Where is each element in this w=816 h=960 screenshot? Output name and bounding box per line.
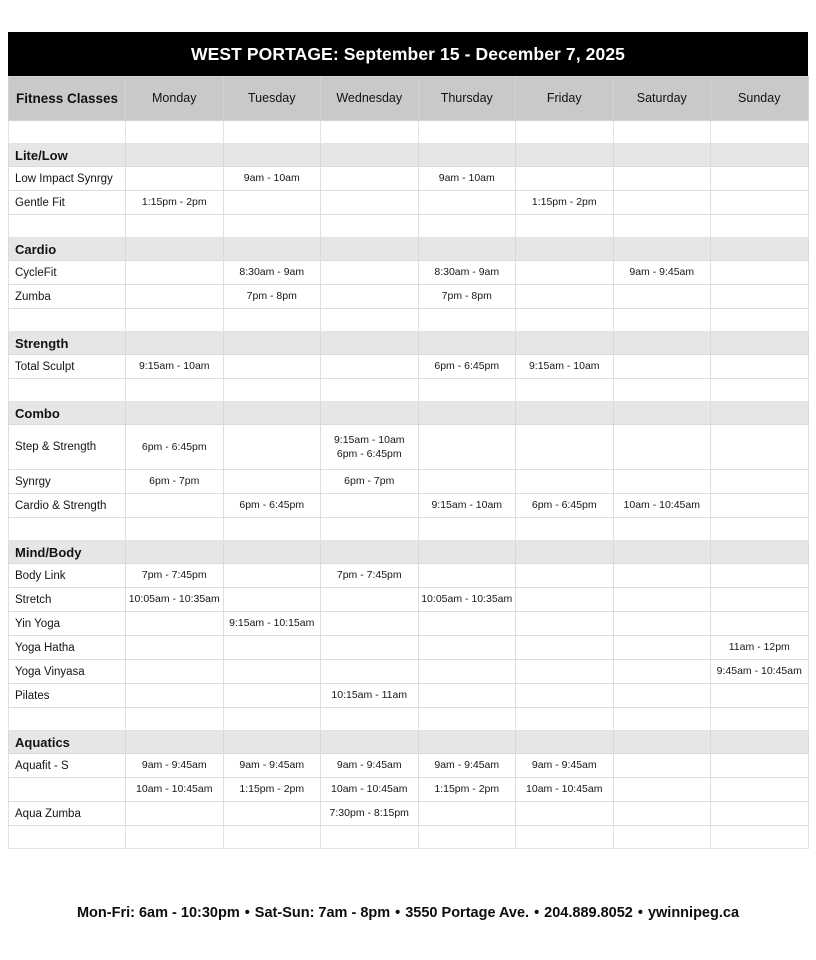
schedule-sheet <box>8 32 808 849</box>
class-time-cell <box>613 425 711 470</box>
class-time-cell <box>321 660 419 684</box>
class-time-cell <box>223 425 321 470</box>
class-time-cell <box>516 588 614 612</box>
class-time-cell <box>126 802 224 826</box>
spacer-cell <box>9 826 126 849</box>
column-header-tuesday: Tuesday <box>223 77 321 121</box>
class-time-cell <box>711 470 809 494</box>
class-name-cell: CycleFit <box>9 261 126 285</box>
class-time-cell: 1:15pm - 2pm <box>223 778 321 802</box>
class-time-cell <box>418 564 516 588</box>
section-title: Mind/Body <box>9 541 126 564</box>
class-time-cell <box>613 355 711 379</box>
spacer-cell <box>126 309 224 332</box>
footer-separator: • <box>244 905 250 921</box>
section-filler-cell <box>711 541 809 564</box>
section-filler-cell <box>418 541 516 564</box>
class-time-cell <box>126 261 224 285</box>
table-row <box>9 684 809 708</box>
class-time-cell <box>613 470 711 494</box>
class-time-cell <box>223 588 321 612</box>
spacer-cell <box>418 379 516 402</box>
section-title: Cardio <box>9 238 126 261</box>
spacer-cell <box>613 121 711 144</box>
spacer-row <box>9 215 809 238</box>
schedule-title-banner <box>8 32 808 76</box>
section-filler-cell <box>126 402 224 425</box>
class-time-cell <box>223 636 321 660</box>
class-name-cell: Yoga Hatha <box>9 636 126 660</box>
footer-item: ywinnipeg.ca <box>647 905 740 921</box>
page-title: WEST PORTAGE: September 15 - December 7, 2025 <box>190 43 626 64</box>
table-row <box>9 470 809 494</box>
footer-item: Mon-Fri: 6am - 10:30pm <box>76 905 240 921</box>
class-time-cell: 9am - 9:45am <box>418 754 516 778</box>
spacer-cell <box>418 826 516 849</box>
spacer-cell <box>223 309 321 332</box>
class-time-cell <box>418 191 516 215</box>
class-name-cell: Step & Strength <box>9 425 126 470</box>
class-time-cell <box>711 754 809 778</box>
class-time-cell: 10am - 10:45am <box>516 778 614 802</box>
section-filler-cell <box>516 238 614 261</box>
class-time-cell: 1:15pm - 2pm <box>126 191 224 215</box>
class-time-cell <box>223 802 321 826</box>
class-time-cell <box>516 636 614 660</box>
class-name-cell: Body Link <box>9 564 126 588</box>
section-filler-cell <box>516 402 614 425</box>
class-name-cell: Stretch <box>9 588 126 612</box>
class-time-cell <box>613 778 711 802</box>
class-time-cell <box>613 564 711 588</box>
class-time-cell <box>711 588 809 612</box>
class-name-cell: Yin Yoga <box>9 612 126 636</box>
spacer-cell <box>711 518 809 541</box>
class-time-cell: 6pm - 7pm <box>321 470 419 494</box>
class-time-cell <box>711 167 809 191</box>
section-filler-cell <box>418 402 516 425</box>
class-time-cell <box>516 612 614 636</box>
class-time-cell <box>418 470 516 494</box>
class-time-cell <box>321 636 419 660</box>
class-time-cell <box>613 802 711 826</box>
table-row <box>9 191 809 215</box>
spacer-cell <box>418 215 516 238</box>
section-filler-cell <box>711 144 809 167</box>
class-name-cell: Zumba <box>9 285 126 309</box>
spacer-cell <box>711 826 809 849</box>
section-header-row <box>9 144 809 167</box>
class-time-cell: 7pm - 7:45pm <box>126 564 224 588</box>
class-schedule-table <box>8 76 809 849</box>
spacer-cell <box>711 309 809 332</box>
class-name-cell: Gentle Fit <box>9 191 126 215</box>
section-filler-cell <box>516 731 614 754</box>
column-header-friday: Friday <box>516 77 614 121</box>
spacer-cell <box>223 518 321 541</box>
section-filler-cell <box>418 731 516 754</box>
spacer-row <box>9 518 809 541</box>
class-time-cell <box>613 636 711 660</box>
table-row <box>9 636 809 660</box>
section-filler-cell <box>126 731 224 754</box>
spacer-cell <box>9 518 126 541</box>
class-name-cell: Cardio & Strength <box>9 494 126 518</box>
table-row <box>9 778 809 802</box>
spacer-cell <box>9 379 126 402</box>
spacer-cell <box>126 518 224 541</box>
class-time-cell <box>711 494 809 518</box>
class-time-cell <box>516 167 614 191</box>
section-filler-cell <box>613 731 711 754</box>
section-filler-cell <box>613 402 711 425</box>
class-time-cell <box>613 754 711 778</box>
class-time-cell <box>126 167 224 191</box>
footer-item: 204.889.8052 <box>544 905 633 921</box>
footer-separator: • <box>395 905 401 921</box>
class-time-cell: 8:30am - 9am <box>418 261 516 285</box>
spacer-cell <box>516 518 614 541</box>
class-name-cell: Pilates <box>9 684 126 708</box>
spacer-cell <box>321 826 419 849</box>
class-time-cell <box>711 355 809 379</box>
spacer-cell <box>418 518 516 541</box>
section-filler-cell <box>321 144 419 167</box>
class-time-cell <box>516 802 614 826</box>
table-body <box>9 121 809 849</box>
section-filler-cell <box>223 731 321 754</box>
footer-text <box>77 905 739 921</box>
class-time-cell: 9am - 9:45am <box>613 261 711 285</box>
class-time-cell: 7:30pm - 8:15pm <box>321 802 419 826</box>
class-time-cell <box>223 660 321 684</box>
spacer-cell <box>711 215 809 238</box>
spacer-cell <box>126 215 224 238</box>
class-time-cell <box>321 588 419 612</box>
class-time-cell: 9am - 10am <box>418 167 516 191</box>
column-header-thursday: Thursday <box>418 77 516 121</box>
class-time-cell: 11am - 12pm <box>711 636 809 660</box>
class-time-cell <box>711 564 809 588</box>
class-time-cell <box>126 285 224 309</box>
class-time-cell: 9am - 9:45am <box>223 754 321 778</box>
table-row <box>9 802 809 826</box>
class-time-cell <box>516 425 614 470</box>
spacer-cell <box>321 309 419 332</box>
section-title: Aquatics <box>9 731 126 754</box>
section-filler-cell <box>516 332 614 355</box>
class-time-cell <box>613 684 711 708</box>
section-title: Combo <box>9 402 126 425</box>
class-time-cell <box>711 285 809 309</box>
section-filler-cell <box>516 541 614 564</box>
spacer-cell <box>418 309 516 332</box>
spacer-cell <box>711 379 809 402</box>
class-time-cell <box>321 261 419 285</box>
class-time-cell: 10am - 10:45am <box>126 778 224 802</box>
class-time-cell <box>516 470 614 494</box>
spacer-cell <box>126 826 224 849</box>
class-time-cell: 9am - 10am <box>223 167 321 191</box>
class-time-cell <box>613 167 711 191</box>
section-header-row <box>9 731 809 754</box>
section-filler-cell <box>223 144 321 167</box>
class-time-cell <box>418 636 516 660</box>
section-filler-cell <box>613 238 711 261</box>
class-time-cell <box>321 355 419 379</box>
section-title: Lite/Low <box>9 144 126 167</box>
spacer-cell <box>126 708 224 731</box>
section-filler-cell <box>321 332 419 355</box>
class-time-cell: 8:30am - 9am <box>223 261 321 285</box>
class-time-cell <box>613 660 711 684</box>
class-time-cell <box>516 285 614 309</box>
class-time-cell <box>711 425 809 470</box>
spacer-cell <box>613 379 711 402</box>
spacer-cell <box>418 708 516 731</box>
spacer-cell <box>613 708 711 731</box>
section-filler-cell <box>418 238 516 261</box>
spacer-cell <box>516 826 614 849</box>
section-header-row <box>9 332 809 355</box>
class-time-cell <box>418 660 516 684</box>
class-time-cell: 7pm - 8pm <box>418 285 516 309</box>
spacer-cell <box>516 379 614 402</box>
spacer-cell <box>516 215 614 238</box>
footer-info-bar <box>0 905 816 921</box>
spacer-cell <box>418 121 516 144</box>
table-row <box>9 660 809 684</box>
class-time-cell <box>418 425 516 470</box>
section-filler-cell <box>516 144 614 167</box>
spacer-cell <box>321 379 419 402</box>
table-row <box>9 285 809 309</box>
section-filler-cell <box>223 402 321 425</box>
footer-separator: • <box>534 905 540 921</box>
footer-separator: • <box>637 905 643 921</box>
class-time-cell: 6pm - 6:45pm <box>418 355 516 379</box>
class-time-cell <box>516 684 614 708</box>
class-name-cell: Yoga Vinyasa <box>9 660 126 684</box>
class-time-cell <box>418 802 516 826</box>
class-time-cell: 9am - 9:45am <box>321 754 419 778</box>
section-filler-cell <box>126 332 224 355</box>
class-time-cell <box>418 612 516 636</box>
section-filler-cell <box>711 332 809 355</box>
spacer-cell <box>613 309 711 332</box>
section-filler-cell <box>126 144 224 167</box>
table-row <box>9 355 809 379</box>
class-time-cell: 9:15am - 10am <box>516 355 614 379</box>
spacer-cell <box>321 518 419 541</box>
spacer-cell <box>223 708 321 731</box>
section-filler-cell <box>126 541 224 564</box>
table-row <box>9 494 809 518</box>
spacer-cell <box>223 215 321 238</box>
footer-item: Sat-Sun: 7am - 8pm <box>254 905 391 921</box>
spacer-cell <box>9 121 126 144</box>
class-time-cell: 10:15am - 11am <box>321 684 419 708</box>
class-time-cell <box>321 494 419 518</box>
class-time-cell <box>321 285 419 309</box>
spacer-cell <box>613 215 711 238</box>
class-time-cell: 9:15am - 10:15am <box>223 612 321 636</box>
class-time-cell: 1:15pm - 2pm <box>418 778 516 802</box>
section-filler-cell <box>418 144 516 167</box>
class-time-cell: 10:05am - 10:35am <box>418 588 516 612</box>
section-header-row <box>9 541 809 564</box>
class-time-cell <box>613 285 711 309</box>
section-filler-cell <box>711 402 809 425</box>
table-row <box>9 261 809 285</box>
section-filler-cell <box>711 238 809 261</box>
spacer-row <box>9 708 809 731</box>
column-header-saturday: Saturday <box>613 77 711 121</box>
section-filler-cell <box>126 238 224 261</box>
class-time-cell <box>711 778 809 802</box>
spacer-cell <box>9 215 126 238</box>
class-name-cell <box>9 778 126 802</box>
class-time-cell <box>516 261 614 285</box>
spacer-cell <box>321 215 419 238</box>
class-time-cell: 7pm - 7:45pm <box>321 564 419 588</box>
class-name-cell: Aqua Zumba <box>9 802 126 826</box>
class-time-cell: 6pm - 6:45pm <box>516 494 614 518</box>
class-time-cell: 9am - 9:45am <box>516 754 614 778</box>
spacer-cell <box>321 708 419 731</box>
spacer-cell <box>223 826 321 849</box>
class-time-cell <box>321 167 419 191</box>
spacer-cell <box>9 708 126 731</box>
section-title: Strength <box>9 332 126 355</box>
spacer-cell <box>711 708 809 731</box>
spacer-cell <box>223 121 321 144</box>
spacer-cell <box>516 309 614 332</box>
class-time-cell: 9:45am - 10:45am <box>711 660 809 684</box>
class-time-cell <box>321 191 419 215</box>
class-time-cell <box>613 588 711 612</box>
spacer-cell <box>126 379 224 402</box>
section-filler-cell <box>613 144 711 167</box>
table-row <box>9 425 809 470</box>
spacer-cell <box>223 379 321 402</box>
class-time-cell: 9:15am - 10am <box>418 494 516 518</box>
class-time-cell: 1:15pm - 2pm <box>516 191 614 215</box>
spacer-cell <box>9 309 126 332</box>
class-time-cell <box>126 612 224 636</box>
class-time-cell: 10am - 10:45am <box>321 778 419 802</box>
class-time-cell <box>516 564 614 588</box>
section-filler-cell <box>223 238 321 261</box>
class-time-cell: 7pm - 8pm <box>223 285 321 309</box>
class-time-cell <box>711 191 809 215</box>
table-row <box>9 588 809 612</box>
class-time-cell <box>711 684 809 708</box>
class-name-cell: Aquafit - S <box>9 754 126 778</box>
class-time-cell <box>711 261 809 285</box>
class-time-cell: 6pm - 7pm <box>126 470 224 494</box>
class-time-cell <box>613 612 711 636</box>
column-header-sunday: Sunday <box>711 77 809 121</box>
column-header-fitness-classes: Fitness Classes <box>9 77 126 121</box>
section-filler-cell <box>321 541 419 564</box>
class-time-cell <box>223 355 321 379</box>
table-row <box>9 564 809 588</box>
section-filler-cell <box>223 332 321 355</box>
spacer-cell <box>613 518 711 541</box>
table-row <box>9 167 809 191</box>
section-filler-cell <box>321 402 419 425</box>
class-time-cell <box>516 660 614 684</box>
class-name-cell: Low Impact Synrgy <box>9 167 126 191</box>
class-time-cell: 10:05am - 10:35am <box>126 588 224 612</box>
spacer-row <box>9 826 809 849</box>
spacer-row <box>9 309 809 332</box>
section-filler-cell <box>223 541 321 564</box>
section-filler-cell <box>321 731 419 754</box>
class-time-cell <box>223 191 321 215</box>
class-time-cell <box>223 684 321 708</box>
section-header-row <box>9 402 809 425</box>
class-time-cell <box>126 494 224 518</box>
footer-item: 3550 Portage Ave. <box>405 905 530 921</box>
class-time-cell <box>126 660 224 684</box>
class-time-cell <box>321 612 419 636</box>
class-time-cell: 6pm - 6:45pm <box>126 425 224 470</box>
class-time-cell: 6pm - 6:45pm <box>223 494 321 518</box>
section-filler-cell <box>613 332 711 355</box>
table-header <box>9 77 809 121</box>
spacer-row <box>9 379 809 402</box>
class-time-cell <box>126 684 224 708</box>
spacer-cell <box>613 826 711 849</box>
table-row <box>9 754 809 778</box>
class-time-cell <box>613 191 711 215</box>
class-time-cell: 10am - 10:45am <box>613 494 711 518</box>
class-time-cell <box>711 612 809 636</box>
spacer-cell <box>711 121 809 144</box>
section-header-row <box>9 238 809 261</box>
section-filler-cell <box>613 541 711 564</box>
class-name-cell: Synrgy <box>9 470 126 494</box>
class-time-cell <box>126 636 224 660</box>
section-filler-cell <box>418 332 516 355</box>
spacer-cell <box>516 121 614 144</box>
section-filler-cell <box>321 238 419 261</box>
header-row <box>9 77 809 121</box>
class-time-cell: 9:15am - 10am <box>126 355 224 379</box>
spacer-cell <box>321 121 419 144</box>
class-time-cell <box>418 684 516 708</box>
class-time-cell: 9am - 9:45am <box>126 754 224 778</box>
class-time-cell: 9:15am - 10am 6pm - 6:45pm <box>321 425 419 470</box>
class-time-cell <box>711 802 809 826</box>
class-time-cell <box>223 564 321 588</box>
spacer-cell <box>516 708 614 731</box>
spacer-row <box>9 121 809 144</box>
table-row <box>9 612 809 636</box>
spacer-cell <box>126 121 224 144</box>
class-name-cell: Total Sculpt <box>9 355 126 379</box>
class-time-cell <box>223 470 321 494</box>
column-header-monday: Monday <box>126 77 224 121</box>
column-header-wednesday: Wednesday <box>321 77 419 121</box>
section-filler-cell <box>711 731 809 754</box>
